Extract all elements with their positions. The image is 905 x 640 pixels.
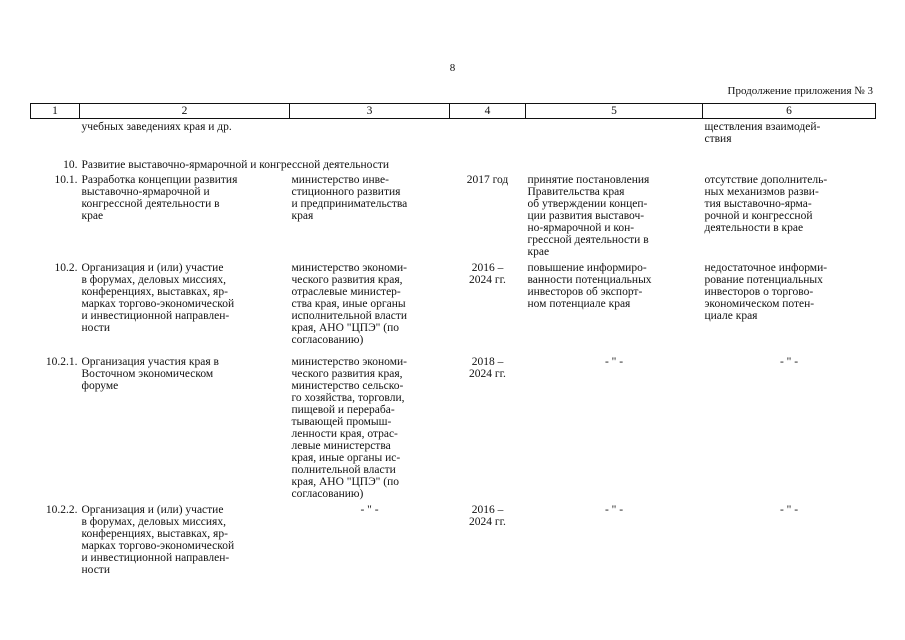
- row-number: [31, 119, 80, 146]
- table-row: [31, 500, 876, 576]
- table-row: [31, 346, 876, 500]
- measure-name: Организация и (или) участие в форумах, деловых миссиях, конференциях, выставках, яр- марках торгово-экономической и инвестиционной направлен- ности: [81, 504, 235, 576]
- section-title: Развитие выставочно-ярмарочной и конгрессной деятельности: [81, 159, 389, 171]
- responsible-executor: министерство экономи- ческого развития края, отраслевые министер- ства края, иные органы исполнительной власти края, АНО "ЦПЭ" (по согласованию): [291, 262, 408, 346]
- table-section-row: [31, 145, 876, 174]
- column-header-1: 1: [31, 104, 80, 119]
- expected-result: принятие постановления Правительства края об утверждении концеп- ции развития выставоч- но-ярмарочной и кон- грессной деятельности в крае: [527, 174, 650, 258]
- row-number: 10.2.: [54, 262, 78, 274]
- column-header-6: 6: [703, 104, 876, 119]
- row-number: 10.1.: [54, 174, 78, 186]
- measure-name: Разработка концепции развития выставочно-ярмарочной и конгрессной деятельности в крае: [81, 174, 238, 222]
- responsible-executor: - " -: [360, 504, 379, 516]
- measure-name: учебных заведениях края и др.: [81, 121, 232, 133]
- responsible-executor: министерство инве- стиционного развития и предпринимательства края: [291, 174, 408, 222]
- column-header-4: 4: [450, 104, 526, 119]
- page-number: 8: [449, 62, 456, 74]
- column-header-3: 3: [290, 104, 450, 119]
- expected-result: - " -: [604, 504, 624, 516]
- table-row: [31, 258, 876, 346]
- non-implementation-consequences: отсутствие дополнитель- ных механизмов разви- тия выставочно-ярма- рочной и конгрессной деятельности в крае: [704, 174, 828, 234]
- continuation-note: Продолжение приложения № 3: [727, 85, 873, 97]
- row-number: 10.2.1.: [45, 356, 78, 368]
- table-header-row: [31, 104, 876, 119]
- measure-name: Организация и (или) участие в форумах, деловых миссиях, конференциях, выставках, яр- марках торгово-экономической и инвестиционной направлен- ности: [81, 262, 235, 334]
- implementation-period: 2018 – 2024 гг.: [469, 356, 506, 380]
- responsible-executor: министерство экономи- ческого развития края, министерство сельско- го хозяйства, торговли, пищевой и перераба- тывающей промыш- ленности края, отрас- левые министерства края, иные органы ис- полнительной власти края, АНО "ЦПЭ" (по согласованию): [291, 356, 407, 500]
- implementation-period: 2016 – 2024 гг.: [469, 262, 506, 286]
- implementation-period: [450, 119, 526, 146]
- non-implementation-consequences: ществления взаимодей- ствия: [704, 121, 821, 145]
- table-row-continued: [31, 119, 876, 146]
- expected-result: повышение информиро- ванности потенциальных инвесторов об экспорт- ном потенциале края: [527, 262, 652, 310]
- measure-name: Организация участия края в Восточном экономическом форуме: [81, 356, 219, 392]
- non-implementation-consequences: недостаточное информи- рование потенциальных инвесторов о торгово- экономическом потен- циале края: [704, 262, 828, 322]
- expected-result: [526, 119, 703, 146]
- column-header-5: 5: [526, 104, 703, 119]
- non-implementation-consequences: - " -: [779, 356, 799, 368]
- implementation-period: 2017 год: [466, 174, 509, 186]
- expected-result: - " -: [604, 356, 624, 368]
- row-number: 10.2.2.: [45, 504, 78, 516]
- column-header-2: 2: [80, 104, 290, 119]
- table-row: [31, 174, 876, 258]
- section-number: 10.: [63, 159, 78, 171]
- measures-table: [30, 103, 876, 576]
- responsible-executor: [290, 119, 450, 146]
- non-implementation-consequences: - " -: [779, 504, 799, 516]
- implementation-period: 2016 – 2024 гг.: [469, 504, 506, 528]
